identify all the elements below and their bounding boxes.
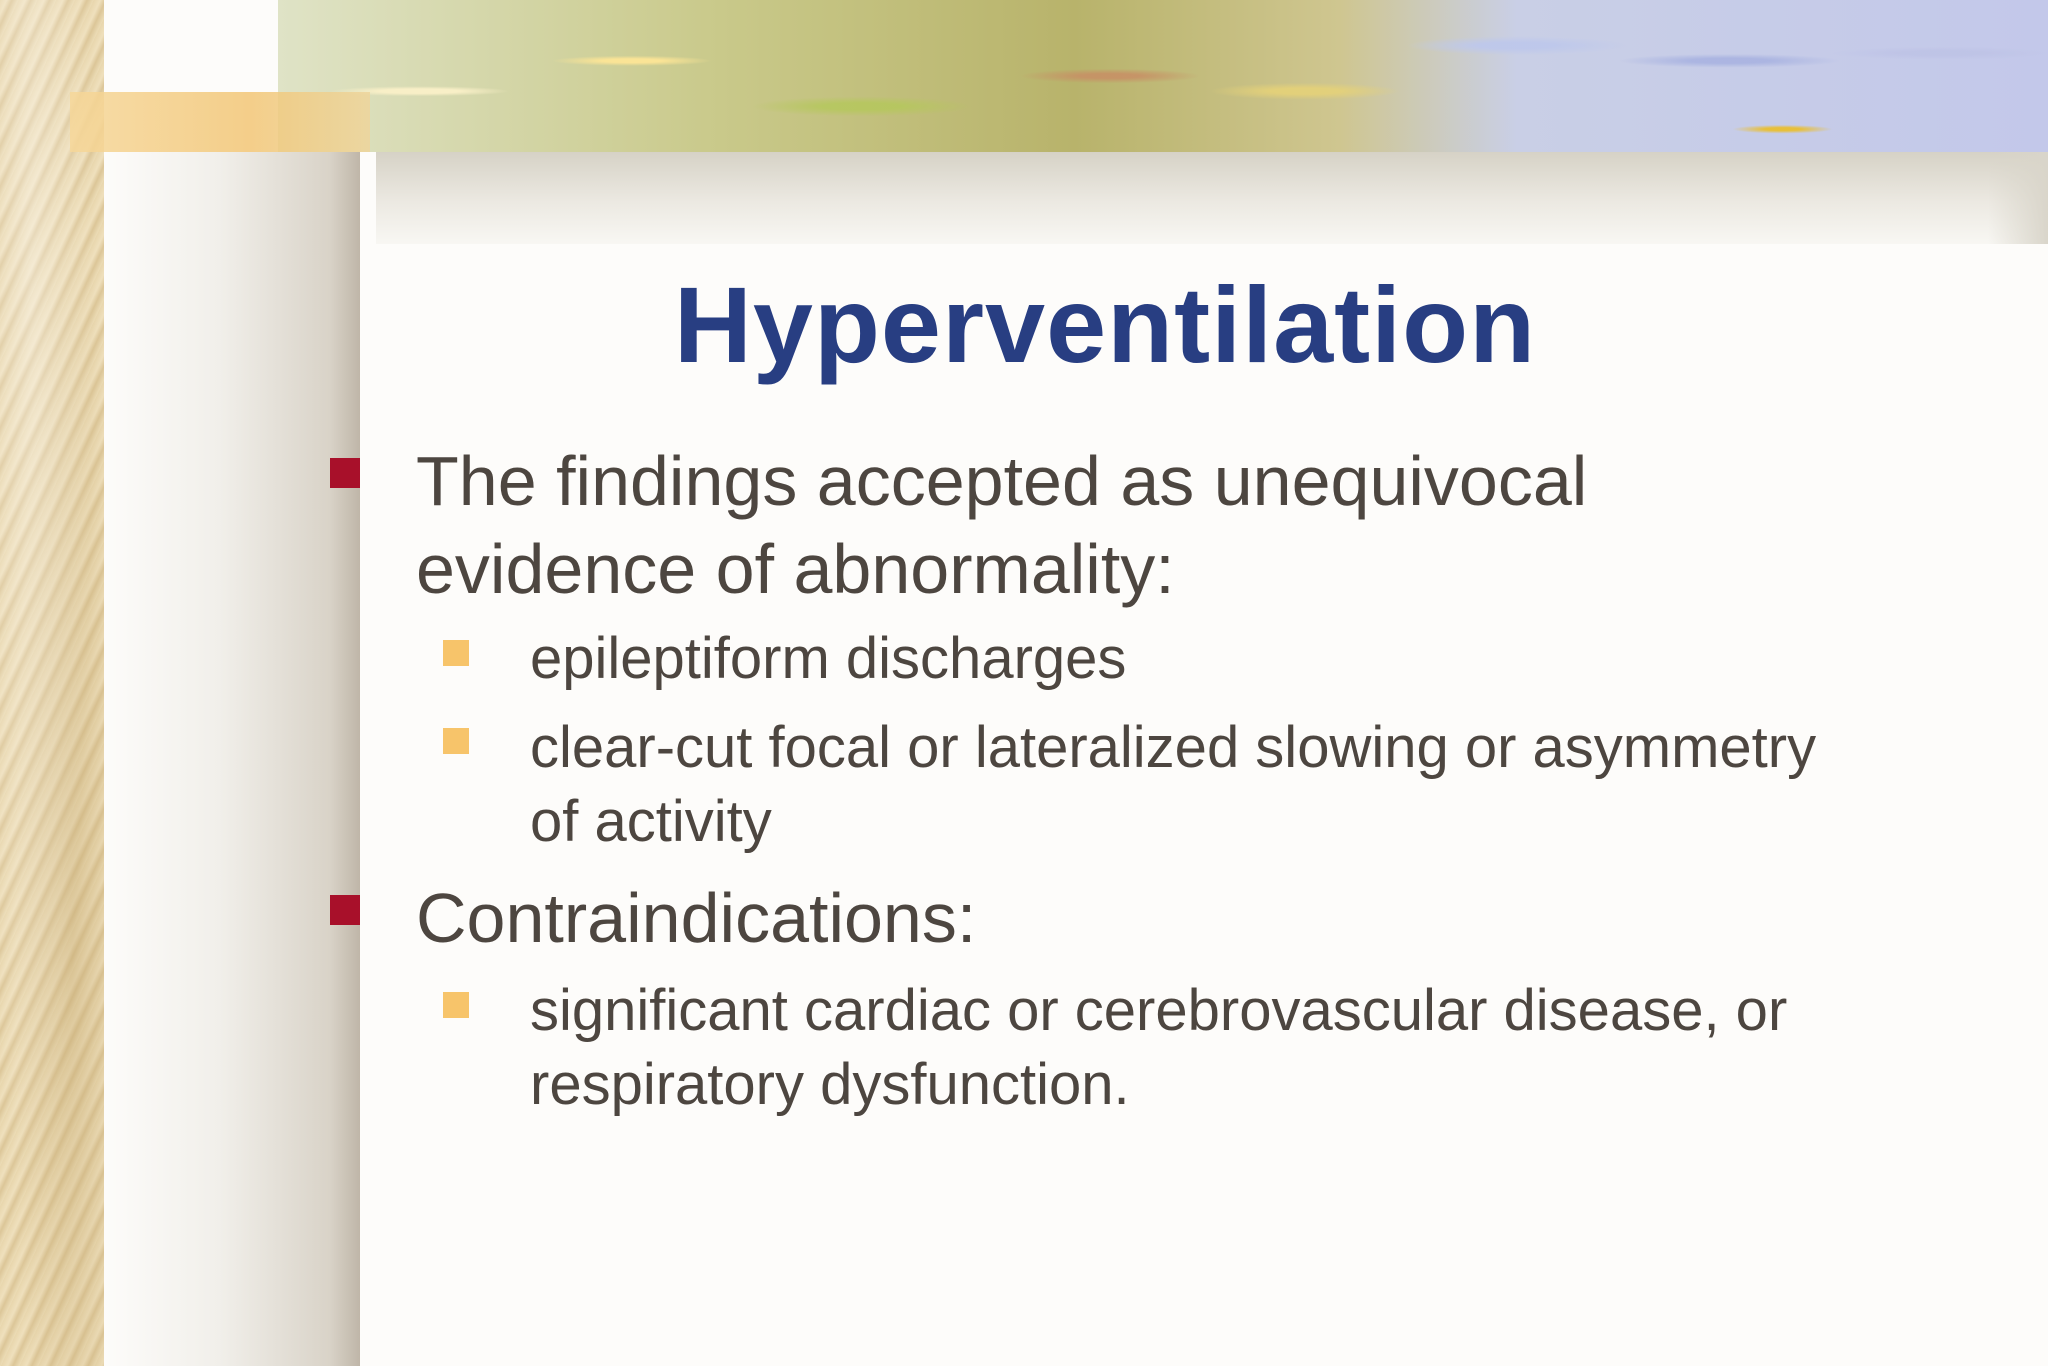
bullet-item: The findings accepted as unequivocal evidence of abnormality: (416, 442, 1588, 608)
sub-bullet-marker-square (443, 728, 469, 754)
sub-bullet-item: significant cardiac or cerebrovascular disease, or respiratory dysfunction. (530, 978, 1788, 1117)
bullet-marker-square (330, 895, 360, 925)
bullet-item: Contraindications: (416, 879, 977, 957)
pillar-column (104, 152, 360, 1366)
sub-bullet-marker-square (443, 640, 469, 666)
sub-bullet-item: clear-cut focal or lateralized slowing or asymmetry of activity (530, 715, 1817, 854)
parchment-border (0, 0, 104, 1366)
bullet-marker-square (330, 458, 360, 488)
slide-title: Hyperventilation (673, 264, 1537, 385)
sub-bullet-marker-square (443, 992, 469, 1018)
pillar-cap (70, 92, 370, 152)
banner-shadow (376, 152, 2048, 244)
floral-banner (278, 0, 2048, 152)
sub-bullet-item: epileptiform discharges (530, 626, 1127, 691)
